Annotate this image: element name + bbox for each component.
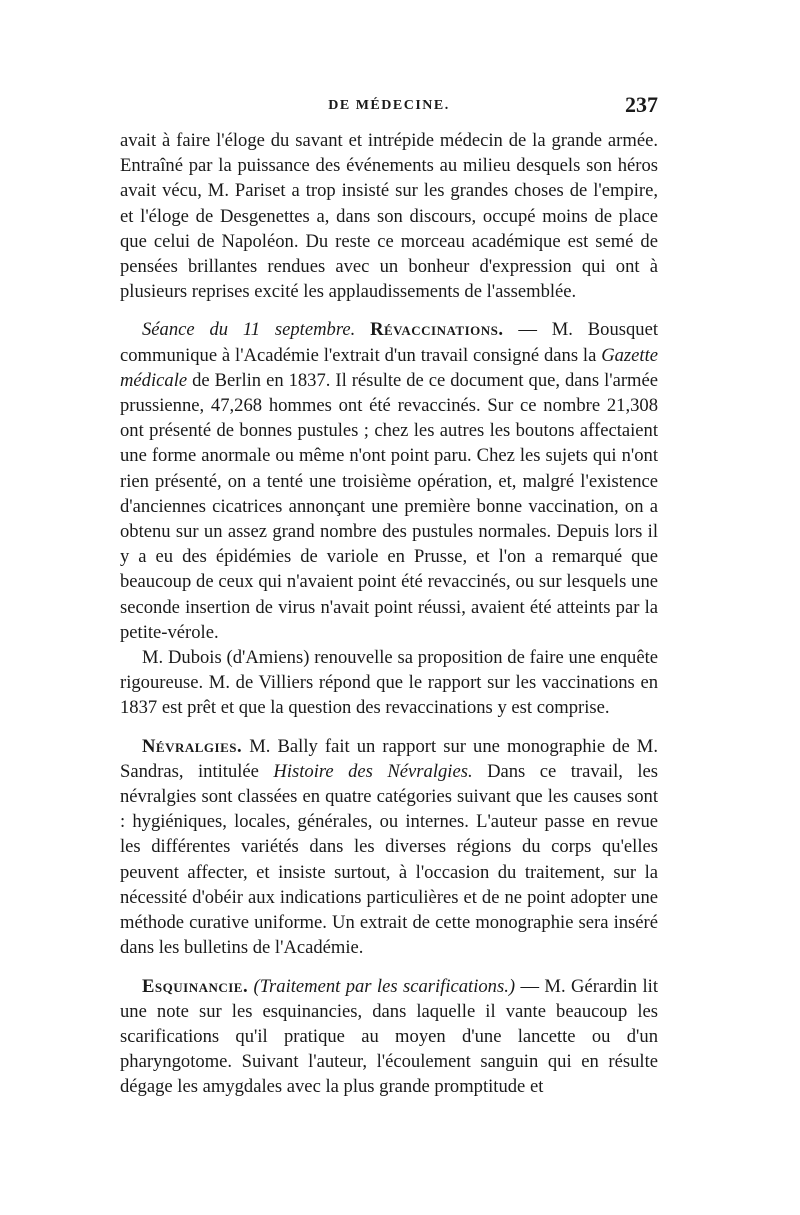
page-header (120, 92, 658, 122)
paragraph-text: Dans ce travail, les névralgies sont classées en quatre catégories suivant que les causes sont : hygiéniques, locales, générales, ou internes. L'auteur passe en revue les différentes variétés dans les diverses régions du corps qu'elles peuvent affecter, et insiste surtout, à l'occasion du traitement, sur la nécessité d'obéir aux indications particulières et de ne point adopter une méthode curative uniforme. Un extrait de cette monographie sera inséré dans les bulletins de l'Académie. (120, 760, 659, 959)
paragraph-revaccinations (120, 317, 658, 645)
section-heading-nevralgies: Névralgies. (142, 735, 243, 757)
paragraph-dubois: M. Dubois (d'Amiens) renouvelle sa proposition de faire une enquête rigoureuse. M. de Villiers répond que le rapport sur les vaccinations en 1837 est prêt et que la question des revaccinations y est comprise. (120, 647, 658, 719)
paragraph-text: — M. Gérardin lit une note sur les esquinancies, dans laquelle il vante beaucoup les scarifications qu'il pratique au moyen d'une lancette ou d'un pharyngotome. Suivant l'auteur, l'écoulement sanguin qui en résulte dégage les amygdales avec la plus grande promptitude et (120, 975, 658, 1098)
paragraph-text: de Berlin en 1837. Il résulte de ce document que, dans l'armée prussienne, 47,268 hommes ont été revaccinés. Sur ce nombre 21,308 ont présenté de bonnes pustules ; chez les autres les boutons affectaient une forme anormale ou même n'ont point paru. Chez les sujets qui n'ont rien présenté, on a tenté une troisième opération, et, malgré l'existence d'anciennes cicatrices annonçant une première bonne vaccination, on a obtenu sur un assez grand nombre des pustules normales. Depuis lors il y a eu des épidémies de variole en Prusse, et l'on a remarqué que beaucoup de ceux qui n'avaient point été revaccinés, ou sur lesquels une seconde insertion de virus n'avait point réussi, avaient été atteints par la petite-vérole. (120, 369, 658, 643)
paragraph-text: — M. Bousquet communique à l'Académie l'extrait d'un travail consigné dans la (120, 319, 658, 366)
page-body (120, 128, 658, 1100)
page-number: 237 (625, 92, 658, 117)
section-subtitle: (Traitement par les scarifications.) (253, 975, 516, 997)
paragraph-nevralgies (120, 734, 658, 961)
section-heading-esquinancie: Esquinancie. (142, 975, 249, 997)
journal-title: Gazette médicale (120, 344, 658, 391)
session-date: Séance du 11 septembre. (142, 319, 356, 341)
paragraph-eloge: avait à faire l'éloge du savant et intrépide médecin de la grande armée. Entraîné par la puissance des événements au milieu desquels son héros avait vécu, M. Pariset a trop insisté sur les grandes choses de l'empire, et l'éloge de Desgenettes a, dans son discours, occupé moins de place que celui de Napoléon. Du reste ce morceau académique est semé de pensées brillantes rendues avec un bonheur d'expression qui ont à plusieurs reprises excité les applaudissements de l'assemblée. (120, 130, 658, 303)
section-heading-revaccinations: Révaccinations. (370, 319, 504, 341)
running-head: DE MÉDECINE. (328, 98, 450, 113)
paragraph-text: M. Bally fait un rapport sur une monographie de M. Sandras, intitulée (120, 735, 658, 782)
paragraph-esquinancie (120, 974, 658, 1100)
book-title: Histoire des Névralgies. (273, 760, 473, 782)
